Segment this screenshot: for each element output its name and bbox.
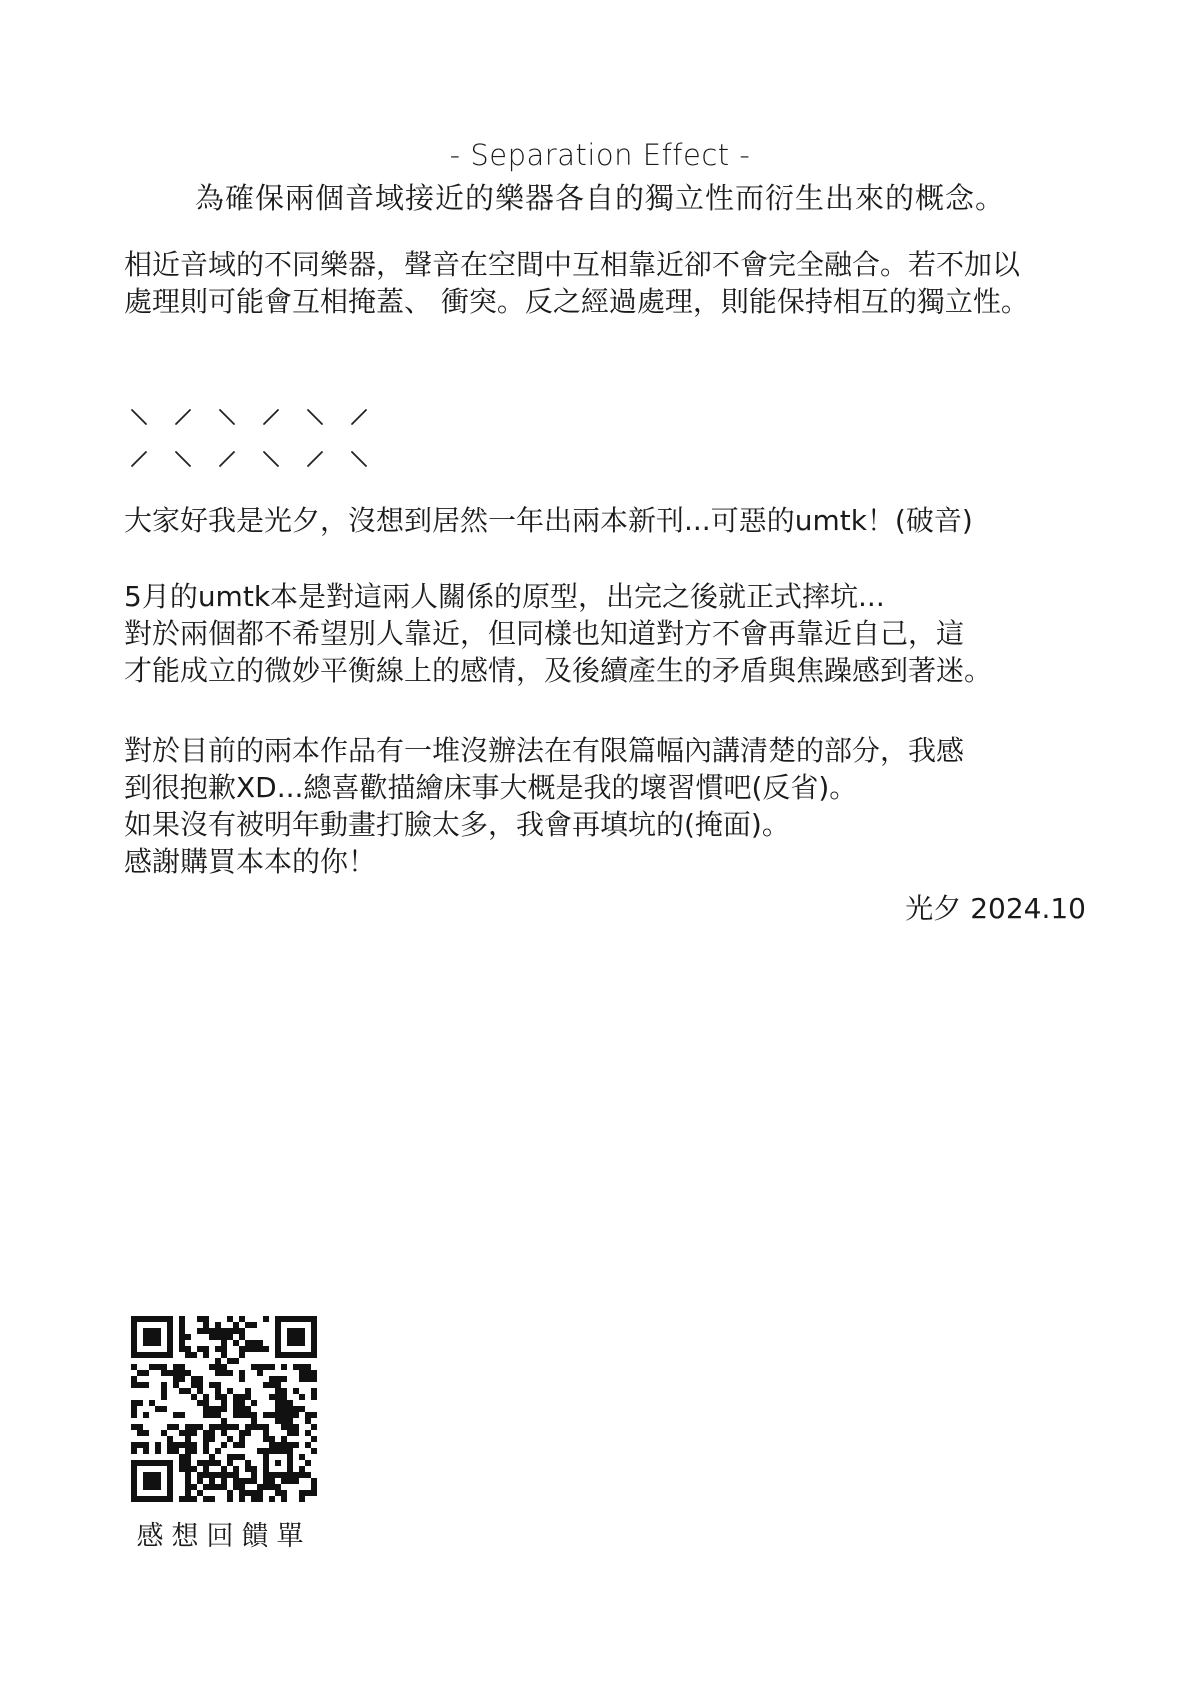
slash-mark (302, 446, 328, 472)
slash-mark (214, 446, 240, 472)
greeting-line: 大家好我是光夕，沒想到居然一年出兩本新刊...可惡的umtk！(破音) (124, 504, 973, 537)
text-line: 如果沒有被明年動畫打臉太多，我會再填坑的(掩面)。 (124, 808, 790, 841)
qr-code-graphic (131, 1316, 317, 1502)
backslash-mark (302, 404, 328, 430)
backslash-mark (126, 404, 152, 430)
slash-mark (170, 404, 196, 430)
signature: 光夕 2024.10 (905, 892, 1086, 925)
afterword-paragraph-2 (124, 578, 1104, 689)
slash-mark (258, 404, 284, 430)
decorative-strokes-row (126, 404, 372, 430)
qr-caption: 感想回饋單 (136, 1521, 312, 1552)
intro-paragraph (124, 246, 1104, 320)
backslash-mark (170, 446, 196, 472)
page-subtitle: 為確保兩個音域接近的樂器各自的獨立性而衍生出來的概念。 (194, 181, 1005, 215)
text-line: 才能成立的微妙平衡線上的感情，及後續產生的矛盾與焦躁感到著迷。 (124, 654, 993, 687)
intro-line: 處理則可能會互相掩蓋、 衝突。反之經過處理，則能保持相互的獨立性。 (124, 285, 1029, 318)
slash-mark (126, 446, 152, 472)
decorative-strokes-row (126, 446, 372, 472)
greeting-paragraph (124, 502, 1104, 539)
afterword-paragraph-3 (124, 732, 1104, 880)
text-line: 5月的umtk本是對這兩人關係的原型，出完之後就正式摔坑... (124, 580, 885, 613)
backslash-mark (214, 404, 240, 430)
intro-line: 相近音域的不同樂器，聲音在空間中互相靠近卻不會完全融合。若不加以 (124, 248, 1021, 281)
slash-mark (346, 404, 372, 430)
backslash-mark (258, 446, 284, 472)
qr-code-icon[interactable] (131, 1316, 317, 1502)
page-title: - Separation Effect - (449, 138, 751, 172)
text-line: 對於兩個都不希望別人靠近，但同樣也知道對方不會再靠近自己，這 (124, 617, 965, 650)
text-line: 感謝購買本本的你！ (124, 845, 377, 878)
backslash-mark (346, 446, 372, 472)
text-line: 到很抱歉XD...總喜歡描繪床事大概是我的壞習慣吧(反省)。 (124, 771, 858, 804)
text-line: 對於目前的兩本作品有一堆沒辦法在有限篇幅內講清楚的部分，我感 (124, 734, 965, 767)
